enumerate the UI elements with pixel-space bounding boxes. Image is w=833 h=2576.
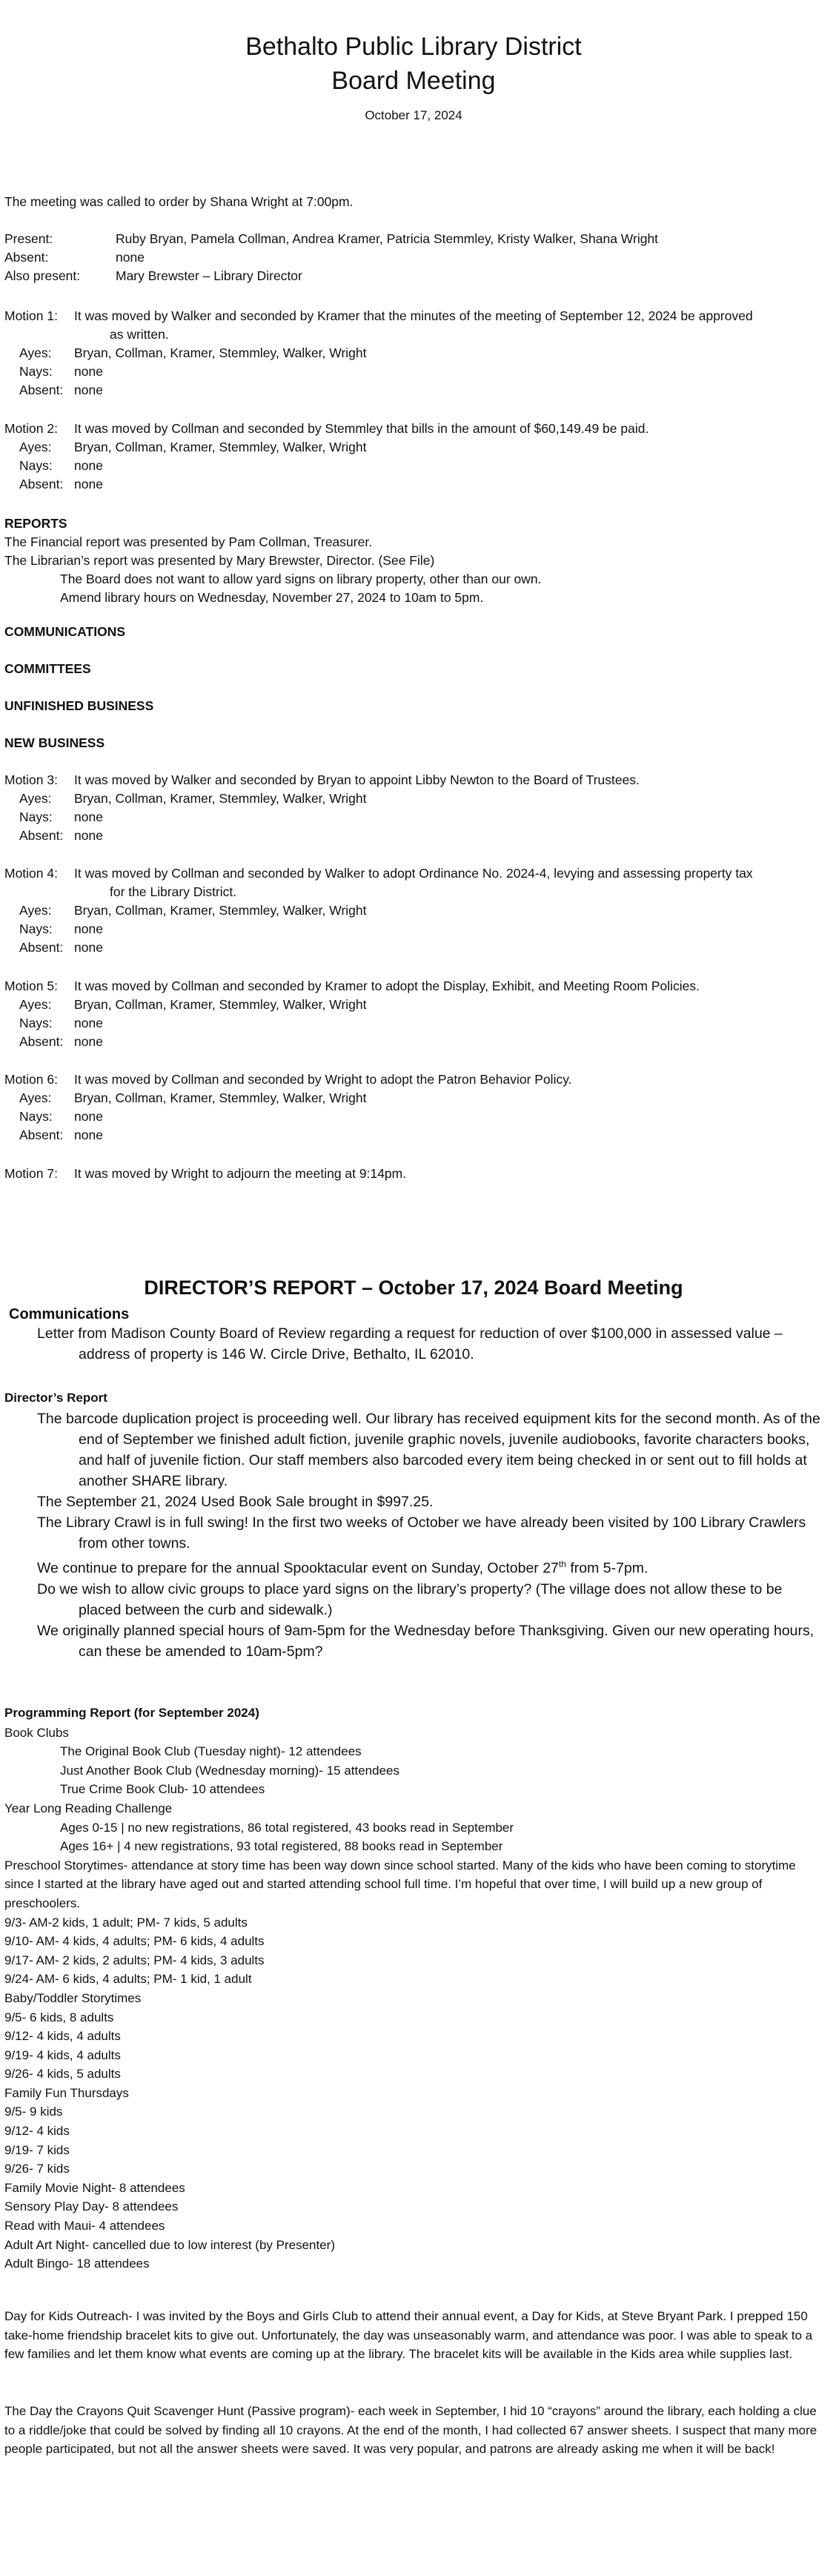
motion-4 [4, 864, 823, 957]
reports-section [4, 514, 823, 607]
ayes-value: Bryan, Collman, Kramer, Stemmley, Walker, Wright [74, 997, 367, 1012]
director-report-title [4, 1277, 823, 1299]
crayons-paragraph: The Day the Crayons Quit Scavenger Hunt (Passive program)- each week in September, I hid 10 “crayons” around the library, each holding a clue to a riddle/joke that could be solved by finding all 10 crayons. At the end of the month, I had collected 67 answer sheets. I suspect that many more people participated, but not all the answer sheets were saved. It was very popular, and patrons are already asking me when it will be back! [4, 2404, 817, 2457]
attendance-label: Present: [4, 231, 53, 246]
absent-label: Absent: [19, 828, 64, 843]
absent-label: Absent: [19, 383, 64, 397]
communications-letter: Letter from Madison County Board of Review regarding a request for reduction of over $100,000 in assessed value – address of property is 146 W. Circle Drive, Bethalto, IL 62010. [37, 1325, 783, 1363]
absent-label: Absent: [19, 1034, 64, 1049]
motion-text: It was moved by Collman and seconded by Walker to adopt Ordinance No. 2024-4, levying and assessing property tax [74, 866, 753, 881]
program-line: 9/10- AM- 4 kids, 4 adults; PM- 6 kids, 4 adults [4, 1934, 265, 1949]
attendance-absent [4, 248, 823, 267]
report-note: The Board does not want to allow yard signs on library property, other than our own. [60, 572, 542, 586]
motion-label: Motion 7: [4, 1166, 58, 1181]
motion-7 [4, 1165, 823, 1183]
absent-label: Absent: [19, 1128, 64, 1142]
unfinished-heading: UNFINISHED BUSINESS [4, 698, 154, 713]
nays-value: none [74, 1109, 103, 1124]
motion-6 [4, 1070, 823, 1145]
ayes-value: Bryan, Collman, Kramer, Stemmley, Walker, Wright [74, 903, 367, 918]
spooktacular-time: from 5-7pm. [565, 1560, 648, 1577]
nays-value: none [74, 364, 103, 379]
program-line: Adult Bingo- 18 attendees [4, 2257, 150, 2271]
ayes-value: Bryan, Collman, Kramer, Stemmley, Walker, Wright [74, 791, 367, 806]
programming-heading: Programming Report (for September 2024) [4, 1706, 259, 1720]
ayes-value: Bryan, Collman, Kramer, Stemmley, Walker, Wright [74, 345, 367, 360]
ayes-value: Bryan, Collman, Kramer, Stemmley, Walker, Wright [74, 1090, 367, 1105]
motion-text-cont: as written. [110, 327, 169, 342]
nays-label: Nays: [19, 1109, 53, 1124]
program-line: 9/17- AM- 2 kids, 2 adults; PM- 4 kids, 3 adults [4, 1953, 265, 1967]
director-title: DIRECTOR’S REPORT – October 17, 2024 Board Meeting [144, 1277, 683, 1299]
attendance-value: Ruby Bryan, Pamela Collman, Andrea Kramer, Patricia Stemmley, Kristy Walker, Shana Wright [116, 231, 659, 246]
director-report-heading: Director’s Report [4, 1391, 107, 1405]
director-paragraph: The barcode duplication project is proceeding well. Our library has received equipment kits for the second month. As of the end of September we finished adult fiction, juvenile graphic novels, juvenile audiobooks, favorite characters books, and half of juvenile fiction. Our staff members also barcoded every item being checked in or sent out to fill holds at another SHARE library. [37, 1411, 820, 1489]
attendance-value: none [116, 250, 145, 265]
committees-heading: COMMITTEES [4, 661, 91, 676]
program-line: 9/26- 4 kids, 5 adults [4, 2067, 121, 2082]
reports-heading: REPORTS [4, 516, 67, 531]
motion-3 [4, 771, 823, 845]
absent-value: none [74, 477, 103, 491]
director-paragraph [4, 1554, 823, 1579]
director-paragraph: Do we wish to allow civic groups to place yard signs on the library’s property? (The village does not allow these to be placed between the curb and sidewalk.) [37, 1580, 783, 1618]
program-line: Family Movie Night- 8 attendees [4, 2180, 185, 2195]
absent-value: none [74, 1128, 103, 1142]
director-communications-heading: Communications [9, 1306, 130, 1322]
absent-value: none [74, 940, 103, 955]
report-note: Amend library hours on Wednesday, November 27, 2024 to 10am to 5pm. [60, 590, 484, 605]
program-line: Read with Maui- 4 attendees [4, 2219, 165, 2234]
program-line: 9/12- 4 kids [4, 2124, 70, 2139]
nays-label: Nays: [19, 921, 53, 936]
director-paragraph: The September 21, 2024 Used Book Sale brought in $997.25. [37, 1494, 434, 1510]
program-line: 9/24- AM- 6 kids, 4 adults; PM- 1 kid, 1 adult [4, 1972, 252, 1987]
ayes-label: Ayes: [19, 1090, 52, 1105]
motion-label: Motion 5: [4, 979, 58, 993]
nays-value: none [74, 809, 103, 824]
reading-challenge-label: Year Long Reading Challenge [4, 1801, 173, 1815]
absent-value: none [74, 1034, 103, 1049]
motion-1 [4, 307, 823, 400]
nays-value: none [74, 1016, 103, 1030]
attendance-present [4, 230, 823, 248]
absent-value: none [74, 383, 103, 397]
ayes-value: Bryan, Collman, Kramer, Stemmley, Walker, Wright [74, 440, 367, 454]
motion-text: It was moved by Wright to adjourn the meeting at 9:14pm. [74, 1166, 407, 1181]
reading-challenge-item: Ages 0-15 | no new registrations, 86 total registered, 43 books read in September [60, 1820, 514, 1835]
director-paragraph: We originally planned special hours of 9am-5pm for the Wednesday before Thanksgiving. Given our new operating hours, can these be amended to 10am-5pm? [37, 1622, 814, 1660]
meeting-title: Board Meeting [331, 67, 496, 95]
minutes-header [4, 30, 823, 123]
book-club-item: True Crime Book Club- 10 attendees [60, 1782, 265, 1797]
new-business-heading: NEW BUSINESS [4, 735, 105, 750]
motion-2 [4, 420, 823, 494]
ordinal-suffix: th [558, 1559, 566, 1569]
motion-text: It was moved by Walker and seconded by Kramer that the minutes of the meeting of September 12, 2024 be approved [74, 308, 753, 323]
outreach-paragraph: Day for Kids Outreach- I was invited by the Boys and Girls Club to attend their annual event, a Day for Kids, at Steve Bryant Park. I prepped 150 take-home friendship bracelet kits to give out. Unfortunately, the day was unseasonably warm, and attendance was poor. I was able to speak to a few families and let them know what events are coming up at the library. The bracelet kits will be available in the Kids area while supplies last. [4, 2309, 813, 2362]
ayes-label: Ayes: [19, 903, 52, 918]
absent-label: Absent: [19, 940, 64, 955]
librarian-report: The Librarian’s report was presented by Mary Brewster, Director. (See File) [4, 553, 435, 568]
book-club-item: The Original Book Club (Tuesday night)- 12 attendees [60, 1744, 362, 1759]
program-line: 9/5- 9 kids [4, 2105, 63, 2119]
financial-report: The Financial report was presented by Pam Collman, Treasurer. [4, 534, 373, 549]
program-line: 9/3- AM-2 kids, 1 adult; PM- 7 kids, 5 adults [4, 1915, 248, 1930]
programming-report [4, 1703, 823, 2274]
motion-text: It was moved by Collman and seconded by Stemmley that bills in the amount of $60,149.49 be paid. [74, 421, 649, 436]
ayes-label: Ayes: [19, 997, 52, 1012]
book-clubs-label: Book Clubs [4, 1725, 69, 1740]
motion-text: It was moved by Collman and seconded by Kramer to adopt the Display, Exhibit, and Meeting Room Policies. [74, 979, 700, 993]
motion-label: Motion 1: [4, 308, 58, 323]
motion-text: It was moved by Collman and seconded by Wright to adopt the Patron Behavior Policy. [74, 1072, 572, 1087]
motion-label: Motion 2: [4, 421, 58, 436]
director-paragraph: The Library Crawl is in full swing! In the first two weeks of October we have already been visited by 100 Library Crawlers from other towns. [37, 1514, 806, 1552]
motion-label: Motion 6: [4, 1072, 58, 1087]
program-line: 9/12- 4 kids, 4 adults [4, 2029, 121, 2044]
preschool-storytimes: Preschool Storytimes- attendance at story time has been way down since school started. Many of the kids who have been coming to storytime since I started at the library have aged out and started attending school full time. I’m hopeful that over time, I will build up a new group of preschoolers. [4, 1858, 796, 1910]
program-line: 9/5- 6 kids, 8 adults [4, 2010, 114, 2024]
ayes-label: Ayes: [19, 440, 52, 454]
attendance-label: Also present: [4, 268, 81, 283]
spooktacular-text: We continue to prepare for the annual Spooktacular event on Sunday, October 27 [37, 1560, 559, 1577]
reading-challenge-item: Ages 16+ | 4 new registrations, 93 total registered, 88 books read in September [60, 1839, 503, 1854]
motion-text-cont: for the Library District. [110, 884, 237, 899]
nays-label: Nays: [19, 458, 53, 473]
call-to-order: The meeting was called to order by Shana Wright at 7:00pm. [4, 194, 354, 209]
nays-label: Nays: [19, 364, 53, 379]
program-line: 9/26- 7 kids [4, 2162, 70, 2176]
nays-value: none [74, 921, 103, 936]
attendance-value: Mary Brewster – Library Director [116, 268, 302, 283]
program-line: Sensory Play Day- 8 attendees [4, 2199, 179, 2214]
attendance [4, 230, 823, 285]
director-communications [4, 1306, 823, 1365]
library-title: Bethalto Public Library District [245, 33, 582, 61]
program-line: Family Fun Thursdays [4, 2085, 129, 2100]
meeting-date: October 17, 2024 [365, 108, 462, 122]
motion-5 [4, 977, 823, 1051]
motion-label: Motion 4: [4, 866, 58, 881]
ayes-label: Ayes: [19, 345, 52, 360]
ayes-label: Ayes: [19, 791, 52, 806]
program-line: 9/19- 4 kids, 4 adults [4, 2047, 121, 2062]
attendance-also [4, 267, 823, 285]
absent-label: Absent: [19, 477, 64, 491]
attendance-label: Absent: [4, 250, 49, 265]
book-club-item: Just Another Book Club (Wednesday morning)- 15 attendees [60, 1763, 400, 1778]
program-line: Baby/Toddler Storytimes [4, 1990, 142, 2005]
nays-label: Nays: [19, 809, 53, 824]
nays-value: none [74, 458, 103, 473]
director-report-section [4, 1391, 823, 1662]
absent-value: none [74, 828, 103, 843]
motion-label: Motion 3: [4, 772, 58, 787]
motion-text: It was moved by Walker and seconded by Bryan to appoint Libby Newton to the Board of Trustees. [74, 772, 640, 787]
program-line: Adult Art Night- cancelled due to low interest (by Presenter) [4, 2237, 335, 2252]
program-line: 9/19- 7 kids [4, 2142, 70, 2157]
communications-heading: COMMUNICATIONS [4, 624, 125, 639]
nays-label: Nays: [19, 1016, 53, 1030]
